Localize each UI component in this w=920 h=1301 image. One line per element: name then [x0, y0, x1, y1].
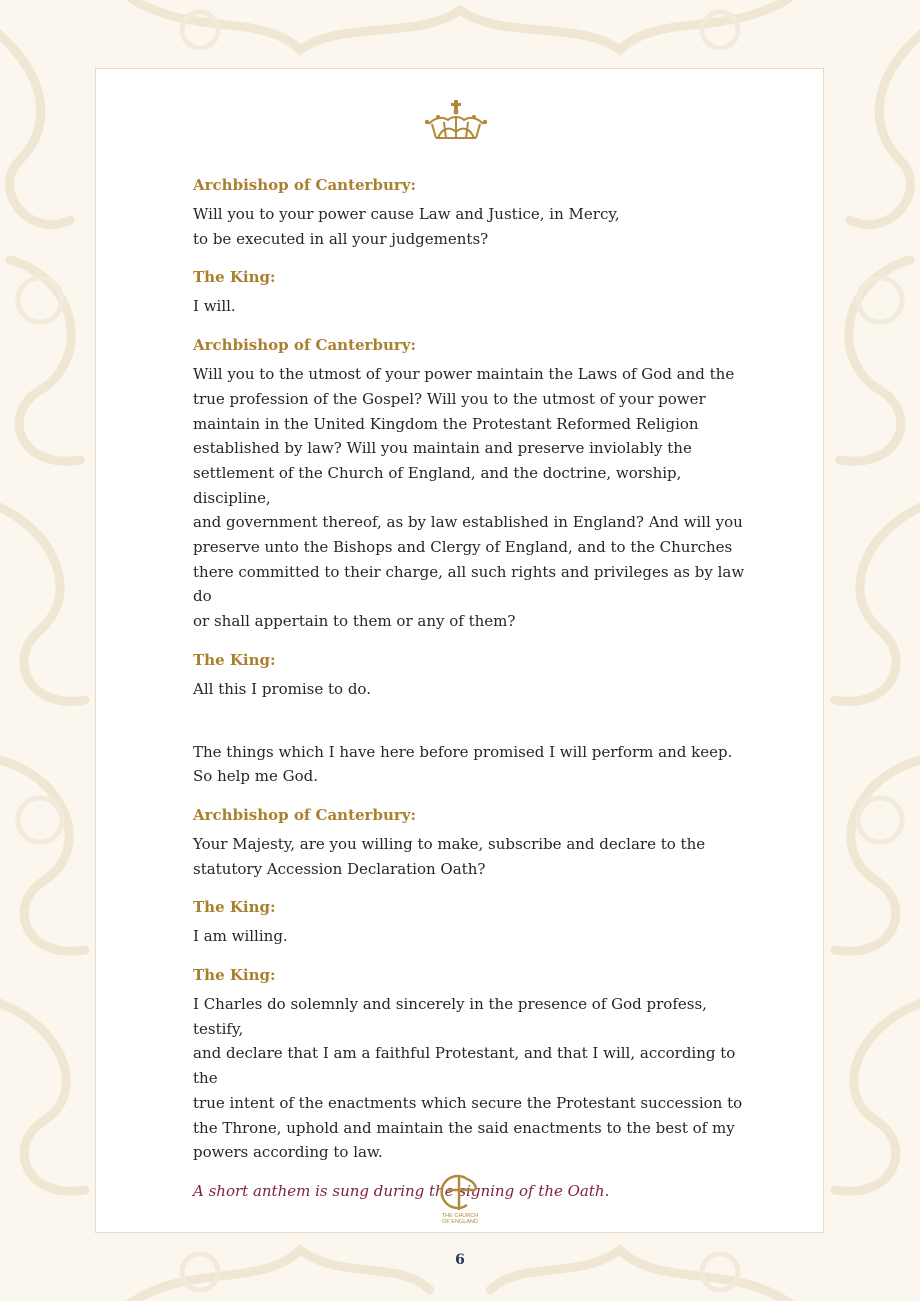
liturgy-block — [193, 649, 753, 702]
speaker-label: The King: — [193, 898, 276, 917]
page-number: 6 — [455, 1252, 465, 1268]
speaker-label: Archbishop of Canterbury: — [193, 336, 417, 355]
logo-text-line: OF ENGLAND — [442, 1219, 478, 1225]
crown-icon — [424, 98, 488, 142]
speaker-label: The King: — [193, 268, 276, 287]
liturgy-text: I Charles do solemnly and sincerely in the presence of God profess, testify, and declare that I am a faithful Protestant, and that I will, according to the true intent of the enactments which secure the Protestant succession to the Throne, uphold and maintain the said enactments to the best of my powers according to law. — [193, 995, 743, 1162]
liturgy-text: I am willing. — [193, 927, 288, 946]
liturgy-text: I will. — [193, 297, 236, 316]
speaker-label: Archbishop of Canterbury: — [193, 805, 417, 824]
rubric-instruction: A short anthem is sung during the signing of the Oath. — [193, 1181, 610, 1200]
liturgy-text: Your Majesty, are you willing to make, subscribe and declare to the statutory Accession Declaration Oath? — [193, 834, 706, 878]
speaker-label: The King: — [193, 966, 276, 985]
liturgy-content — [193, 174, 753, 1202]
liturgy-text: The things which I have here before promised I will perform and keep. So help me God. — [193, 742, 733, 786]
liturgy-block — [193, 266, 753, 319]
liturgy-text: Will you to your power cause Law and Justice, in Mercy, to be executed in all your judgements? — [193, 205, 620, 248]
church-of-england-wordmark — [430, 1213, 490, 1225]
liturgy-block — [193, 174, 753, 251]
speaker-label: The King: — [193, 650, 276, 669]
liturgy-block — [193, 804, 753, 881]
liturgy-block — [193, 334, 753, 634]
liturgy-block — [193, 964, 753, 1165]
logo-text-line: THE CHURCH — [441, 1213, 479, 1219]
speaker-label: Archbishop of Canterbury: — [193, 176, 417, 194]
liturgy-block — [193, 740, 753, 789]
liturgy-block — [193, 896, 753, 949]
liturgy-text: All this I promise to do. — [193, 679, 371, 698]
liturgy-text: Will you to the utmost of your power maintain the Laws of God and the true profession of the Gospel? Will you to the utmost of your power maintain in the United Kingdom the Protestant Reformed Religion established by law? Will you maintain and preserve inviolably the settlement of the Church of England, and the doctrine, worship, discipline, and government thereof, as by law established in England? And will you preserve unto the Bishops and Clergy of England, and to the Churches there committed to their charge, all such rights and privileges as by law do or shall appertain to them or any of them? — [193, 365, 745, 631]
